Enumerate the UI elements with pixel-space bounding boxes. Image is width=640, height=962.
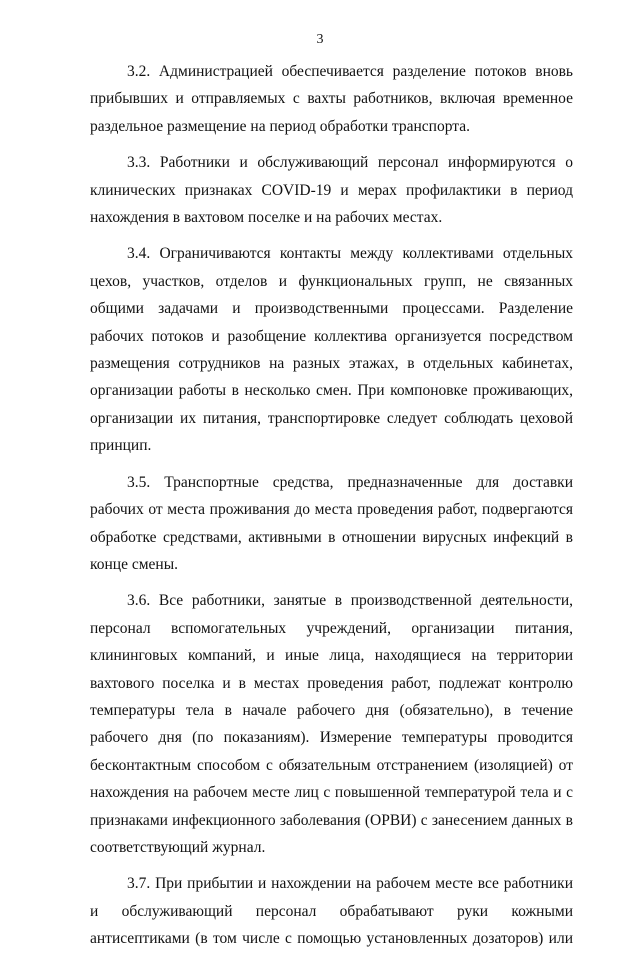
paragraph-3-6: 3.6. Все работники, занятые в производственной деятельности, персонал вспомогательных учреждений, организации питания, клининговых компаний, и иные лица, находящиеся на территории вахтового поселка и в местах проведения работ, подлежат контролю температуры тела в начале рабочего дня (обязательно), в течение рабочего дня (по показаниям). Измерение температуры проводится бесконтактным способом с обязательным отстранением (изоляцией) от нахождения на рабочем месте лиц с повышенной температурой тела и с признаками инфекционного заболевания (ОРВИ) с занесением данных в соответствующий журнал. bbox=[90, 592, 573, 856]
page-number: 3 bbox=[316, 32, 324, 47]
paragraph-3-2: 3.2. Администрацией обеспечивается разделение потоков вновь прибывших и отправляемых с вахты работников, включая временное раздельное размещение на период обработки транспорта. bbox=[90, 63, 573, 135]
document-body bbox=[90, 58, 573, 962]
paragraph-3-3: 3.3. Работники и обслуживающий персонал информируются о клинических признаках COVID-19 и мерах профилактики в период нахождения в вахтовом поселке и на рабочих местах. bbox=[90, 154, 573, 227]
paragraph-3-5: 3.5. Транспортные средства, предназначенные для доставки рабочих от места проживания до места проведения работ, подвергаются обработке средствами, активными в отношении вирусных инфекций в конце смены. bbox=[90, 473, 573, 573]
paragraph-3-7: 3.7. При прибытии и нахождении на рабочем месте все работники и обслуживающий персонал обрабатывают руки кожными антисептиками (в том числе с помощью установленных дозаторов) или bbox=[90, 875, 573, 948]
paragraph-3-4: 3.4. Ограничиваются контакты между коллективами отдельных цехов, участков, отделов и функциональных групп, не связанных общими задачами и производственными процессами. Разделение рабочих потоков и разобщение коллектива организуется посредством размещения сотрудников на разных этажах, в отдельных кабинетах, организации работы в несколько смен. При компоновке проживающих, организации их питания, транспортировке следует соблюдать цеховой принцип. bbox=[90, 245, 573, 455]
